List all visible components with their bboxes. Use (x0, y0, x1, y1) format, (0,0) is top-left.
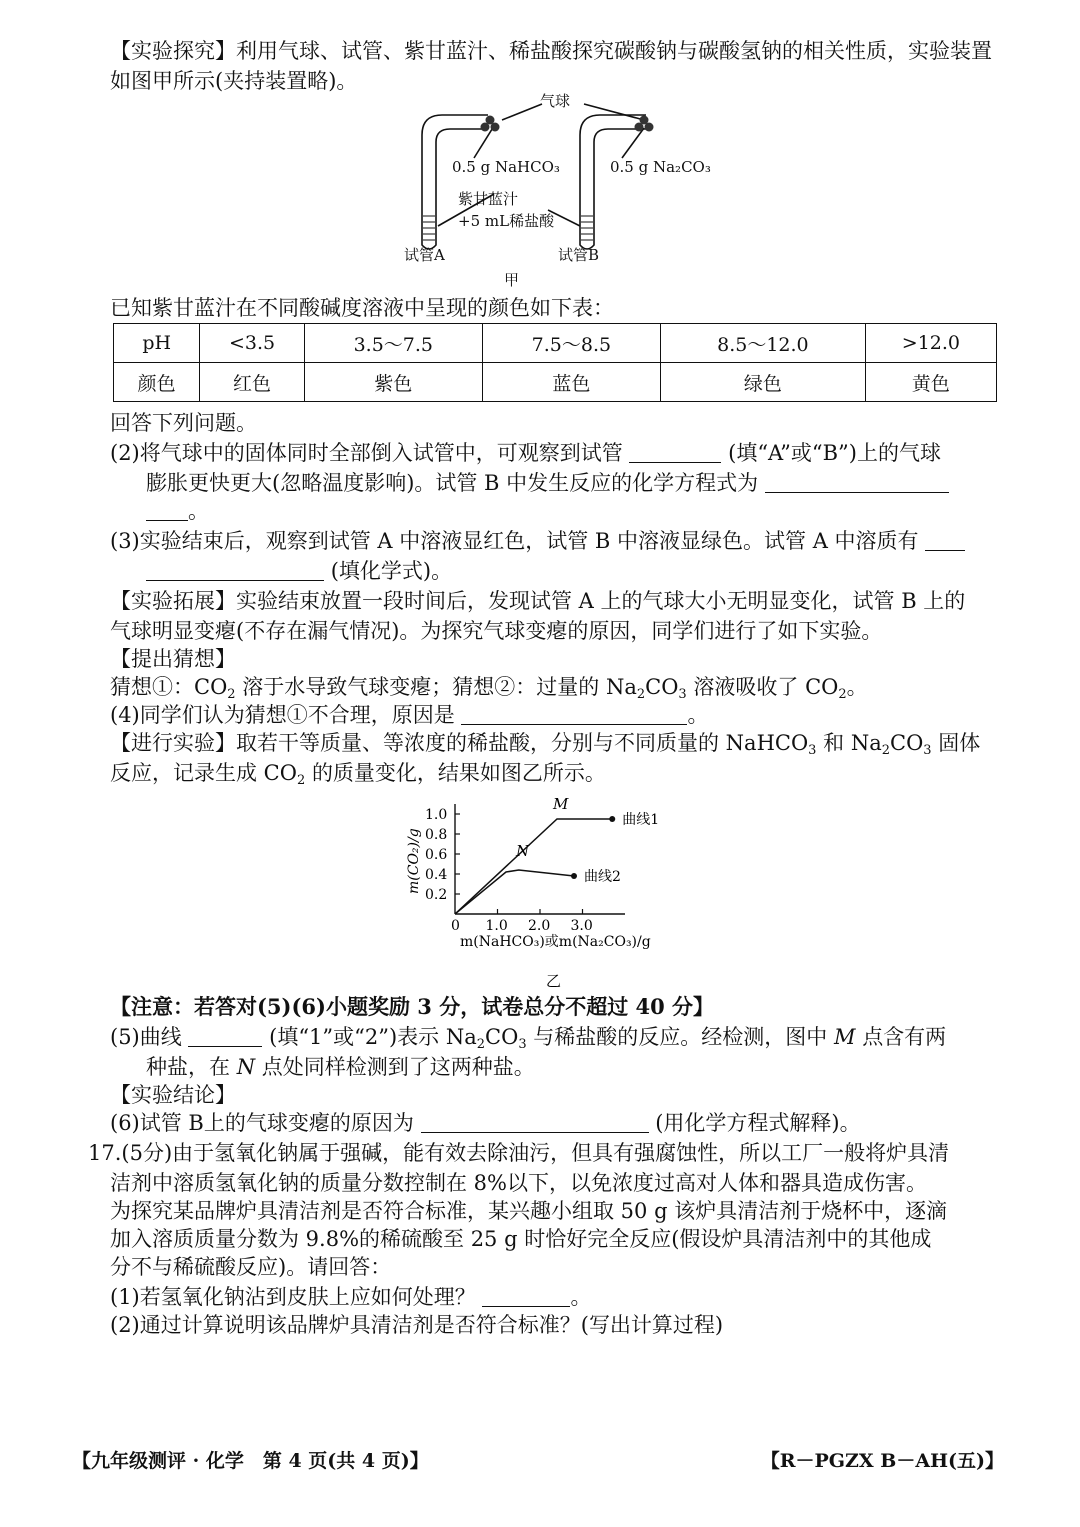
balloon-label: 气球 (540, 92, 571, 110)
experiment-text: 反应，记录生成 CO (110, 761, 297, 785)
q2-line-1 (110, 438, 1010, 468)
tube-a-label: 试管A (404, 246, 445, 264)
subscript: 3 (678, 687, 687, 702)
y-tick-label: 0.6 (425, 847, 448, 863)
experiment-text: CO (890, 731, 924, 755)
subscript: 2 (636, 687, 646, 702)
q4-text-end: 。 (687, 703, 709, 727)
left-solid-label: 0.5 g NaHCO₃ (452, 158, 560, 176)
series-end-point-2 (571, 873, 577, 879)
q3-answer-blank-1[interactable] (925, 528, 965, 551)
subscript: 2 (476, 1037, 486, 1052)
table-cell: <3.5 (200, 324, 304, 363)
q2-line-3 (146, 496, 1046, 526)
footer-right: 【R－PGZX B－AH(五)】 (760, 1450, 1004, 1472)
q5-text: 种盐，在 (146, 1055, 230, 1079)
hypothesis-text: 溶液吸收了 CO (693, 675, 839, 699)
experiment-text: 的质量变化，结果如图乙所示。 (311, 761, 606, 785)
q17-line-2: 洁剂中溶质氢氧化钠的质量分数控制在 8%以下，以免浓度过高对人体和器具造成伤害。 (110, 1171, 927, 1195)
q2-answer-blank-2[interactable] (765, 470, 949, 493)
series-point-label-1: M (553, 795, 569, 813)
q2-text-b: (填“A”或“B”)上的气球 (728, 441, 941, 465)
q3-line-1 (110, 526, 1010, 556)
balloon-a-icon (481, 116, 500, 132)
apparatus-figure (390, 90, 730, 290)
intro-line-2: 如图甲所示(夹持装置略)。 (110, 69, 358, 93)
q17-sub1-answer-blank[interactable] (482, 1284, 570, 1307)
series-line-2 (455, 870, 574, 914)
x-tick-label: 1.0 (485, 918, 508, 934)
experiment-text: 固体 (938, 731, 981, 755)
series-name-label-1: 曲线1 (622, 812, 660, 828)
subscript: 2 (881, 743, 890, 758)
y-tick-label: 1.0 (425, 807, 448, 823)
q17-line-1: 17.(5分)由于氢氧化钠属于强碱，能有效去除油污，但具有强腐蚀性，所以工厂一般将炉具清 (88, 1141, 950, 1165)
q6-line (110, 1108, 1010, 1138)
q4-line (110, 700, 1010, 730)
y-tick-label: 0.8 (425, 827, 448, 843)
series-name-label-2: 曲线2 (584, 869, 621, 885)
y-tick-label: 0.4 (425, 867, 448, 883)
q4-answer-blank[interactable] (461, 702, 687, 725)
q2-answer-blank-3[interactable] (146, 498, 188, 521)
q17-sub-2: (2)通过计算说明该品牌炉具清洁剂是否符合标准？(写出计算过程) (110, 1313, 724, 1337)
series-line-1 (455, 819, 612, 914)
hypothesis-title: 【提出猜想】 (110, 647, 236, 671)
chart-caption: 乙 (546, 972, 562, 990)
q17-sub1-end: 。 (570, 1285, 592, 1309)
origin-label: 0 (451, 918, 460, 934)
q3-text-b: (填化学式)。 (330, 559, 453, 583)
table-cell: 黄色 (865, 363, 996, 402)
q2-answer-blank-1[interactable] (629, 440, 721, 463)
q3-answer-blank-2[interactable] (146, 558, 324, 581)
hypothesis-text: 溶于水导致气球变瘪；猜想②：过量的 Na (242, 675, 637, 699)
extension-line-2: 气球明显变瘪(不存在漏气情况)。为探究气球变瘪的原因，同学们进行了如下实验。 (110, 619, 883, 643)
extension-line-1: 【实验拓展】实验结束放置一段时间后，发现试管 A 上的气球大小无明显变化，试管 B 上的 (110, 589, 966, 613)
q4-text: (4)同学们认为猜想①不合理，原因是 (110, 703, 455, 727)
experiment-text: 和 Na (823, 731, 882, 755)
ph-color-table (113, 323, 997, 402)
q3-line-2 (146, 556, 1046, 586)
questions-intro: 回答下列问题。 (110, 411, 257, 435)
q6-text: (6)试管 B上的气球变瘪的原因为 (110, 1111, 414, 1135)
table-intro: 已知紫甘蓝汁在不同酸碱度溶液中呈现的颜色如下表： (110, 296, 614, 320)
q2-line-2 (146, 468, 1046, 498)
series-point-label-2: N (516, 842, 530, 860)
hypothesis-text: CO (645, 675, 679, 699)
figure-a-caption: 甲 (504, 271, 520, 289)
table-cell: >12.0 (865, 324, 996, 363)
q5-point-n: N (236, 1055, 256, 1079)
x-tick-label: 3.0 (570, 918, 593, 934)
experiment-text: 【进行实验】取若干等质量、等浓度的稀盐酸，分别与不同质量的 NaHCO (110, 731, 809, 755)
series-end-point-1 (609, 816, 615, 822)
table-cell: 紫色 (304, 363, 482, 402)
x-tick-label: 2.0 (528, 918, 551, 934)
x-axis-label: m(NaHCO₃)或m(Na₂CO₃)/g (460, 934, 651, 950)
subscript: 3 (808, 743, 817, 758)
q5-answer-blank[interactable] (188, 1024, 262, 1047)
q5-text: 点含有两 (862, 1025, 947, 1049)
subscript: 2 (296, 773, 306, 788)
liquid-label-1: 紫甘蓝汁 (458, 190, 519, 208)
y-tick-label: 0.2 (425, 887, 448, 903)
q17-line-3: 为探究某品牌炉具清洁剂是否符合标准，某兴趣小组取 50 g 该炉具清洁剂于烧杯中，逐滴 (110, 1199, 948, 1223)
tube-b-label: 试管B (558, 246, 600, 264)
subscript: 2 (227, 687, 236, 702)
q5-point-m: M (833, 1025, 856, 1049)
footer-left: 【九年级测评 · 化学 第 4 页(共 4 页)】 (72, 1450, 429, 1472)
q6-text-end: (用化学方程式解释)。 (655, 1111, 861, 1135)
q2-text-c: 膨胀更快更大(忽略温度影响)。试管 B 中发生反应的化学方程式为 (146, 471, 759, 495)
q17-sub1-text: (1)若氢氧化钠沾到皮肤上应如何处理？ (110, 1285, 476, 1309)
hypothesis-text: 。 (846, 675, 868, 699)
intro-line-1: 【实验探究】利用气球、试管、紫甘蓝汁、稀盐酸探究碳酸钠与碳酸氢钠的相关性质，实验装置 (110, 39, 992, 63)
subscript: 3 (518, 1037, 527, 1052)
subscript: 2 (838, 687, 847, 702)
table-cell: 蓝色 (482, 363, 660, 402)
q5-line-2 (146, 1052, 1046, 1082)
q5-text: (5)曲线 (110, 1025, 182, 1049)
table-cell: 8.5～12.0 (660, 324, 865, 363)
table-row (114, 363, 997, 402)
q5-text: CO (485, 1025, 519, 1049)
q17-line-5: 分不与稀硫酸反应)。请回答： (110, 1255, 392, 1279)
q5-text: 与稀盐酸的反应。经检测，图中 (533, 1025, 828, 1049)
co2-mass-chart (400, 786, 700, 991)
q6-answer-blank[interactable] (421, 1110, 649, 1133)
right-solid-label: 0.5 g Na₂CO₃ (610, 158, 711, 176)
table-cell: 7.5～8.5 (482, 324, 660, 363)
table-cell: 红色 (200, 363, 304, 402)
table-row (114, 324, 997, 363)
q3-text-a: (3)实验结束后，观察到试管 A 中溶液显红色，试管 B 中溶液显绿色。试管 A 中溶质有 (110, 529, 919, 553)
liquid-label-2: +5 mL稀盐酸 (458, 212, 555, 230)
y-axis-label: m(CO₂)/g (406, 828, 422, 894)
subscript: 3 (923, 743, 932, 758)
hypothesis-text: 猜想①：CO (110, 675, 228, 699)
table-cell: pH (114, 324, 200, 363)
bonus-note: 【注意：若答对(5)(6)小题奖励 3 分，试卷总分不超过 40 分】 (110, 994, 715, 1019)
table-cell: 颜色 (114, 363, 200, 402)
table-cell: 绿色 (660, 363, 865, 402)
q17-sub-1 (110, 1282, 1010, 1312)
conclusion-title: 【实验结论】 (110, 1083, 236, 1107)
table-cell: 3.5～7.5 (304, 324, 482, 363)
q5-text: (填“1”或“2”)表示 Na (269, 1025, 477, 1049)
q2-text-a: (2)将气球中的固体同时全部倒入试管中，可观察到试管 (110, 441, 623, 465)
q17-line-4: 加入溶质质量分数为 9.8%的稀硫酸至 25 g 时恰好完全反应(假设炉具清洁剂中的其他成 (110, 1227, 932, 1251)
q5-text: 点处同样检测到了这两种盐。 (261, 1055, 535, 1079)
q2-text-end: 。 (188, 499, 209, 523)
